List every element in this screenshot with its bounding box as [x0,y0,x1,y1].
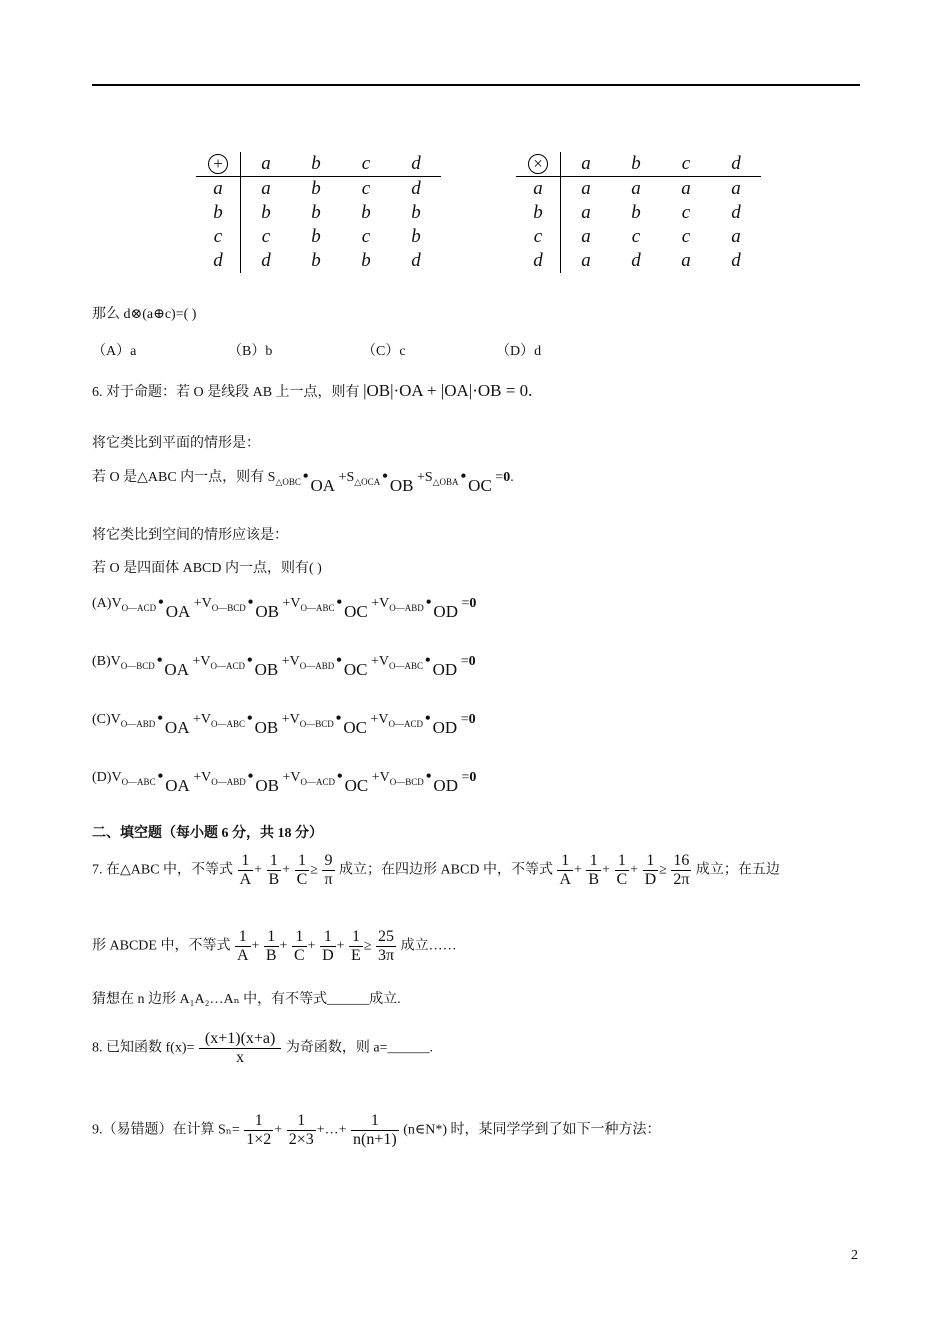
page-number: 2 [851,1248,858,1263]
q5-option-b: （B）b [228,344,273,359]
q7-line3: 猜想在 n 边形 A₁A₂…Aₙ 中，有不等式______成立. [92,992,401,1007]
q7-line1: 7. 在△ABC 中，不等式 $\frac{1}{A}$ + $\frac{1}{B}$ + $\frac{1}{C}$ ≥ $\frac{9}{\pi}$ 成立；在四边形 ABCD 中，不等式 $\frac{1}{A}$ + $\frac{1}{B}$ + $\frac{1}{C}$ + $\frac{1}{D}$ ≥ $\frac{16}{2\pi}$ 成立；在五边 [92,852,780,888]
q8: 8. 已知函数 f(x)= $\frac{(x+1)(x+a)}{x}$ 为奇函数，则 a=______. [92,1030,433,1066]
header-rule [92,84,860,86]
table-row: c a c c a [516,225,761,249]
q9: 9.（易错题）在计算 Sₙ= $\frac{1}{1\times 2}$ + $\frac{1}{2\times 3}$ +…+ $\frac{1}{n(n+1)}$ (n∈N*) 时，某同学学到了如下一种方法： [92,1112,661,1148]
q6-option-a: $(A)V_{O—ACD}$ • OA $+V_{O—BCD}$ • OB $+V_{O—ABC}$ • OC $+V_{O—ABD}$ • OD =0 [92,594,477,621]
q6-line5: 若 O 是四面体 ABCD 内一点，则有( ) [92,561,322,576]
q6-line2: 将它类比到平面的情形是： [92,436,260,451]
section-title: 二、填空题（每小题 6 分，共 18 分） [92,826,323,841]
oplus-icon: + [208,154,228,174]
q6-stem: 6. 对于命题：若 O 是线段 AB 上一点，则有 |OB|·OA + |OA|·OB = 0. [92,381,533,400]
otimes-icon: × [528,154,548,174]
table-row: d d b b d [196,249,441,273]
q5-option-a: （A）a [92,344,137,359]
table-otimes: × a b c d a a a a a b a b c d c a c c a d a d a d [516,152,761,273]
table-oplus: + a b c d a a b c d b b b b b c c b c b d d b b d [196,152,441,273]
q5-option-d: （D）d [496,344,542,359]
q6-option-c: $(C)V_{O—ABD}$ • OA $+V_{O—ABC}$ • OB $+V_{O—BCD}$ • OC $+V_{O—ACD}$ • OD =0 [92,710,476,737]
q6-option-d: $(D)V_{O—ABC}$ • OA $+V_{O—ABD}$ • OB $+V_{O—ACD}$ • OC $+V_{O—BCD}$ • OD =0 [92,768,477,795]
table-row: d a d a d [516,249,761,273]
table-row: b b b b b [196,201,441,225]
table-row: a a b c d [196,177,441,202]
table-row: a a a a a [516,177,761,202]
table-row: c c b c b [196,225,441,249]
q6-line3: 若 O 是△ABC 内一点，则有 $S_{\triangle OBC}$ • OA $+S_{\triangle OCA}$ • OB $+S_{\triangle OBA}$ • OC =0. [92,468,514,495]
q7-line2: 形 ABCDE 中，不等式 $\frac{1}{A}$ + $\frac{1}{B}$ + $\frac{1}{C}$ + $\frac{1}{D}$ + $\frac{1}{E}$ ≥ $\frac{25}{3\pi}$ 成立…… [92,928,457,964]
q6-formula: |OB|·OA + |OA|·OB = 0. [363,381,533,400]
q5-stem: 那么 d⊗(a⊕c)=( ) [92,307,197,322]
q6-line4: 将它类比到空间的情形应该是： [92,528,288,543]
table-row: b a b c d [516,201,761,225]
q5-option-c: （C）c [362,344,406,359]
q6-option-b: $(B)V_{O—BCD}$ • OA $+V_{O—ACD}$ • OB $+V_{O—ABD}$ • OC $+V_{O—ABC}$ • OD =0 [92,652,476,679]
